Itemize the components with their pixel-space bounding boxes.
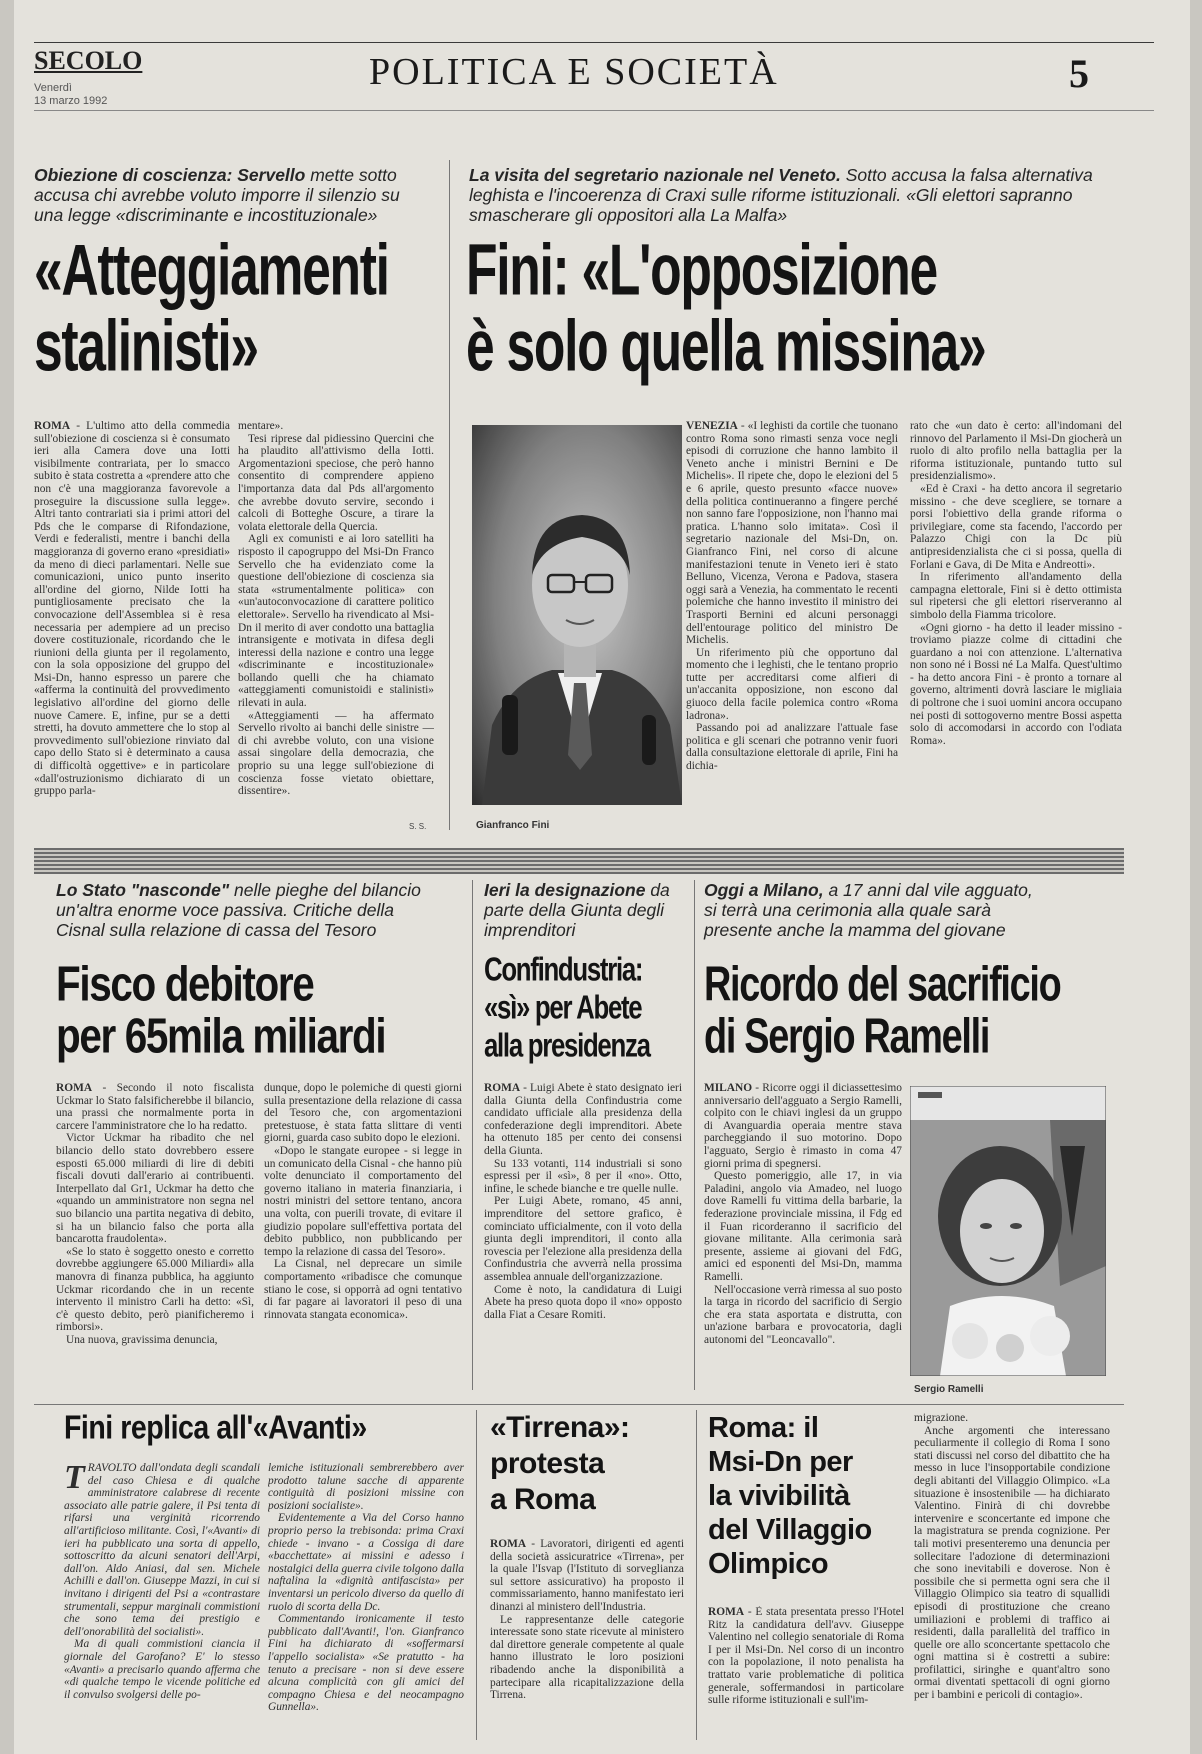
paragraph: rato che «un dato è certo: all'indomani del rinnovo del Parlamento il Msi-Dn giocherà un ruolo di alto profilo nella battaglia per la riforma istituzionale, puntando tutto sul presidenzialismo».	[910, 420, 1122, 483]
dateline: ROMA	[56, 1082, 93, 1094]
masthead-paper-name: SECOLO	[34, 46, 143, 75]
page-number: 5	[1069, 51, 1089, 96]
column-rule	[476, 1410, 477, 1740]
paragraph: Evidentemente a Via del Corso hanno proprio perso la trebisonda: prima Craxi chiede - invano - a Cossiga di dare «bacchettate» ai missini e adesso i nostalgici della guerra civile tolgono dalla naftalina la «dignità antifascista» per inventarsi un pericolo diverso da quello di ruolo di scorta della Dc.	[268, 1512, 464, 1613]
article-confindustria-headline-3: alla presidenza	[484, 1028, 650, 1065]
photo-caption: Gianfranco Fini	[476, 820, 550, 831]
deck-text: nelle pieghe del bilancio un'altra enorme voce passiva. Critiche della Cisnal sulla relazione di cassa del Tesoro	[56, 880, 421, 940]
dateline: ROMA	[708, 1606, 745, 1618]
article-ramelli-deck	[704, 880, 1044, 940]
paragraph: - L'ultimo atto della commedia sull'obiezione di coscienza si è consumato ieri alla Camera dove una Iotti visibilmente contrariata, per lo smacco subito è stata costretta a «prendere atto che non c'è una maggioranza favorevole a proseguire la discussione sulla legge». Altri tanto contrariati sia i primi attori del Pds che le comparse di Rifondazione, Verdi e federalisti, mentre i banchi della maggioranza di governo erano «presidiati» da meno di dieci parlamentari. Nelle sue comunicazioni, unico punto inserito all'ordine del giorno, Nilde Iotti ha puntigliosamente precisato che la convocazione dell'Assemblea si è resa necessaria per adempiere ad un preciso dovere costituzionale, ricordando che le riunioni della giunta per il regolamento, con la sola opposizione del gruppo del Msi-Dn, hanno espresso un parere che «afferma la continuità del provvedimento legislativo all'ordine del giorno delle nuove Camere. E, infine, pur se a detti stretti, ha dovuto ammettere che lo stop al provvedimento sull'obiezione rinviato dal capo dello Stato si è determinato a causa di difficoltà oggettive» e in particolare «dall'ostruzionismo dichiarato di un gruppo parla-	[34, 420, 230, 798]
article-avanti-headline: Fini replica all'«Avanti»	[64, 1410, 367, 1447]
article-villaggio-headline-3: la vivibilità	[708, 1480, 850, 1512]
article-stalinisti-headline-1: «Atteggiamenti	[34, 229, 389, 310]
article-confindustria-headline-1: Confindustria:	[484, 952, 643, 989]
paragraph: Una nuova, gravissima denuncia,	[66, 1333, 218, 1346]
dateline: ROMA	[484, 1082, 521, 1094]
photo-sergio-ramelli	[910, 1086, 1106, 1376]
paragraph: Su 133 votanti, 114 industriali si sono espressi per il «sì», 8 per il «no». Otto, infine, le schede bianche e tre quelle nulle.	[484, 1157, 682, 1195]
article-villaggio-headline-1: Roma: il	[708, 1412, 819, 1444]
paragraph: Come è noto, la candidatura di Luigi Abete ha preso quota dopo il «no» opposto dalla Fiat a Cesare Romiti.	[484, 1283, 682, 1321]
article-confindustria-deck	[484, 880, 684, 940]
drop-cap: T	[64, 1462, 85, 1496]
paragraph: Commentando ironicamente il testo pubblicato dall'Avanti!, l'on. Gianfranco Fini ha dichiarato di «soffermarsi l'appello socialista» «Se pratutto - ha tenuto a precisare - non si deve essere alcuna complicità con gli amici del compagno Chiesa e del neocampagno Gunnella».	[268, 1613, 464, 1714]
paragraph: «Dopo le stangate europee - si legge in un comunicato della Cisnal - che hanno più volte denunciato il comportamento del governo italiano in materia finanziaria, i nostri ministri del settore tentano, ancora una volta, con puerili trovate, di evitare il giudizio popolare sull'effettiva portata del debito pubblico, non pubblicando per tempo la relazione di cassa del Tesoro».	[264, 1144, 462, 1258]
deck-text: a 17 anni dal vile agguato, si terrà una cerimonia alla quale sarà presente anche la mamma del giovane	[704, 880, 1033, 940]
article-fini-deck	[469, 165, 1129, 225]
paragraph: lemiche istituzionali sembrerebbero aver prodotto talune sacche di apparente contiguità di posizioni missine con posizioni socialiste».	[268, 1462, 464, 1512]
article-tirrena-col1	[490, 1538, 684, 1744]
dateline: ROMA	[490, 1538, 527, 1550]
paragraph: Victor Uckmar ha ribadito che nel bilancio dello stato dovrebbero essere esposti 65.000 miliardi di lire di debiti fiscali dovuti dall'erario ai contribuenti. Interpellato dal Gr1, Uckmar ha detto che «quando un amministratore non segna nel suo bilancio una partita negativa di debito, si ha un bilancio falso che porta alla bancarotta fraudolenta».	[56, 1132, 254, 1246]
article-avanti-col1	[64, 1462, 260, 1744]
paragraph: Tesi riprese dal pidiessino Quercini che ha plaudito all'attivismo della Iotti. Argomentazioni speciose, che però hanno consentito di comprendere appieno l'importanza data dal Pds all'argomento che avrebbe dovuto servire, secondo i calcoli di Botteghe Oscure, a tirare la volata elettorale della Quercia.	[238, 432, 434, 533]
paragraph: Per Luigi Abete, romano, 45 anni, imprenditore del settore grafico, è cominciato ufficialmente, con il voto della giunta degli imprenditori, il conto alla rovescia per l'elezione alla presidenza della Confindustria che avverrà nella prossima assemblea annuale dell'organizzazione.	[484, 1195, 682, 1283]
section-divider	[34, 848, 1124, 874]
article-fisco-col1	[56, 1082, 254, 1392]
article-stalinisti-deck	[34, 165, 414, 225]
article-avanti-col2	[268, 1462, 464, 1744]
column-rule	[449, 160, 450, 830]
deck-lead: Lo Stato "nasconde"	[56, 880, 230, 900]
paragraph: - Ricorre oggi il diciassettesimo anniversario dell'agguato a Sergio Ramelli, colpito con le chiavi inglesi da un gruppo di Avanguardia operaia mentre stava parcheggiando il suo motorino. Dopo l'agguato, Sergio è rimasto in coma 47 giorni prima di spegnersi.	[704, 1082, 902, 1170]
masthead-day: Venerdì	[34, 82, 72, 94]
article-villaggio-col1	[708, 1606, 904, 1744]
paragraph: «Se lo stato è soggetto onesto e corretto dovrebbe aggiungere 65.000 Miliardi» alla manovra di finanza pubblica, ha aggiunto Uckmar ricordando che in un recente intervento il ministro Carli ha detto: «Sì, c'è questo debito, però pianificheremo i rimborsi».	[56, 1245, 254, 1334]
section-title: POLITICA E SOCIETÀ	[369, 51, 779, 93]
article-stalinisti-col2	[238, 420, 434, 830]
paragraph: Anche argomenti che interessano peculiarmente il collegio di Roma I sono stati discussi nel corso del dibattito che ha messo in luce l'insopportabile condizione degli abitanti del Villaggio Olimpico. «La situazione è insostenibile — ha dichiarato Valentino. Finirà di chi dovrebbe intervenire e sconcertante ed impone che la magistratura se prenda cognizione. Per tali motivi presenteremo una denuncia per sollecitare l'adozione di determinazioni che sono inevitabili e doverose. Non è possibile che si permetta ogni sera che il Villaggio Olimpico sia teatro di squallidi episodi di prostituzione che creano umiliazioni e problemi di traffico ai residenti, dalla parallelità del traffico in quelle ore allo sconcertante spettacolo che ogni mattina si è costretti a subire: profilattici, siringhe e quant'altro sono ormai diventati spettacoli di ogni giorno per i bambini e pericoli di contagio».	[914, 1424, 1110, 1702]
photo-gianfranco-fini	[472, 425, 682, 805]
article-confindustria-headline-2: «sì» per Abete	[484, 990, 642, 1027]
dateline: MILANO	[704, 1082, 753, 1094]
paragraph: - Secondo il noto fiscalista Uckmar lo Stato falsificherebbe il bilancio, una prassi che normalmente porta in carcere l'amministratore che lo ha redatto.	[56, 1082, 254, 1132]
article-fisco-deck	[56, 880, 436, 940]
article-fini-col2	[910, 420, 1122, 830]
article-villaggio-headline-5: Olimpico	[708, 1548, 829, 1580]
paragraph: RAVOLTO dall'ondata degli scandali del caso Chiesa e di qualche amministratore calabrese di recente associato alle patrie galere, il Psi tenta di rifarsi una verginità ricorrendo all'artificioso militante. Così, l'«Avanti» di ieri ha pubblicato una sorta di appello, sottoscritto da alcuni senatori dell'Arpi, dall'on. Aldo Aniasi, dal sen. Michele Achilli e dall'on. Giuseppe Mazzi, in cui si invitano i dirigenti del Psi a «contrastare strumentali, seppur marginali commistioni che sono tema dei prestigio e dell'onorabilità del socialisti».	[64, 1462, 260, 1638]
article-villaggio-headline-2: Msi-Dn per	[708, 1446, 853, 1478]
paragraph: dunque, dopo le polemiche di questi giorni sulla presentazione della relazione di cassa del Tesoro che, con argomentazioni pretestuose, è stata fatta slittare di venti giorni, guarda caso subito dopo le elezioni.	[264, 1082, 462, 1145]
article-villaggio-col2	[914, 1412, 1110, 1744]
article-fini-col1	[686, 420, 898, 830]
deck-text: da parte della Giunta degli imprenditori	[484, 880, 670, 940]
paragraph: In riferimento all'andamento della campagna elettorale, Fini si è detto ottimista sul ripetersi che gli elettori riserveranno al simbolo della Fiamma tricolore.	[910, 571, 1122, 621]
masthead-rule-top	[34, 42, 1154, 43]
article-ramelli-headline-1: Ricordo del sacrificio	[704, 956, 1061, 1012]
paragraph: Agli ex comunisti e ai loro satelliti ha risposto il capogruppo del Msi-Dn Franco Servello che ha evidenziato come la questione dell'obiezione di coscienza sia stata «strumentalmente politica» con «un'autoconvocazione di carattere politico elettorale». Servello ha rivendicato al Msi-Dn il merito di aver condotto una battaglia intransigente e motivata in difesa degli interessi della nazione e contro una legge «discriminante e incostituzionale» bollando quelli che ha chiamato «atteggiamenti comunistoidi e stalinisti» rilevati in aula.	[238, 533, 434, 710]
article-villaggio-headline-4: del Villaggio	[708, 1514, 872, 1546]
paragraph: - Luigi Abete è stato designato ieri dalla Giunta della Confindustria come candidato ufficiale alla presidenza della confederazione degli imprenditori. Abete ha ottenuto 185 per cento dei consensi della Giunta.	[484, 1082, 682, 1157]
photo-caption: Sergio Ramelli	[914, 1384, 984, 1395]
deck-lead: Obiezione di coscienza: Servello	[34, 165, 306, 185]
paragraph: migrazione.	[914, 1412, 969, 1424]
paragraph: Nell'occasione verrà rimessa al suo posto la targa in ricordo del sacrificio di Sergio che era stata asportata e distrutta, con un'azione barbara e provocatoria, dagli autonomi del "Leoncavallo".	[704, 1283, 902, 1346]
column-rule	[694, 880, 695, 1390]
column-rule	[696, 1410, 697, 1740]
dateline: VENEZIA	[686, 420, 738, 432]
deck-lead: Ieri la designazione	[484, 880, 646, 900]
article-fini-headline-1: Fini: «L'opposizione	[466, 229, 937, 310]
paragraph: - È stata presentata presso l'Hotel Ritz la candidatura dell'avv. Giuseppe Valentino nel collegio senatoriale di Roma I per il Msi-Dn. Nel corso di un incontro con la popolazione, il noto penalista ha trattato varie problematiche di politica generale, soffermandosi in particolare sulle riforme istituzionali e sull'im-	[708, 1606, 904, 1707]
article-tirrena-headline-1: «Tirrena»:	[490, 1411, 630, 1444]
article-ramelli-headline-2: di Sergio Ramelli	[704, 1008, 990, 1064]
article-fisco-col2	[264, 1082, 462, 1392]
article-confindustria-col1	[484, 1082, 682, 1392]
article-stalinisti-col1	[34, 420, 230, 830]
article-fisco-headline-1: Fisco debitore	[56, 956, 314, 1012]
author-signature: S. S.	[409, 822, 427, 831]
dateline: ROMA	[34, 420, 71, 432]
section-rule	[34, 1404, 1124, 1405]
paragraph: Ma di quali commistioni ciancia il giornale del Garofano? E' lo stesso «Avanti» a precisarlo quando afferma che «di qualche tempo le vicende politiche ed il convulso svolgersi delle po-	[64, 1638, 260, 1701]
deck-lead: Oggi a Milano,	[704, 880, 824, 900]
column-rule	[472, 880, 473, 1390]
paragraph: Le rappresentanze delle categorie interessate sono state ricevute al ministero dal direttore generale competente al quale hanno illustrato le loro posizioni ribadendo anche la disponibilità a partecipare alla ricapitalizzazione della Tirrena.	[490, 1613, 684, 1702]
article-ramelli-col1	[704, 1082, 902, 1392]
portrait-photo	[910, 1086, 1106, 1376]
paragraph: «Atteggiamenti — ha affermato Servello rivolto ai banchi delle sinistre — di chi avrebbe voluto, con una visione assai singolare della democrazia, che proprio su una legge sull'obiezione di coscienza fosse vietato obiettare, dissentire».	[238, 709, 434, 798]
paragraph: Un riferimento più che opportuno dal momento che i leghisti, che le tentano proprio tutte per accreditarsi come alfieri di un'accanita opposizione, non escono dal giuoco della facile polemica contro «Roma ladrona».	[686, 646, 898, 722]
paragraph: - Lavoratori, dirigenti ed agenti della società assicuratrice «Tirrena», per la quale l'Isvap (l'Istituto di sorveglianza sul settore assicurativo) ha proposto il commissariamento, hanno manifestato ieri dinanzi al ministero dell'Industria.	[490, 1538, 684, 1613]
paragraph: Passando poi ad analizzare l'attuale fase politica e gli scenari che potranno venir fuori dalla consultazione elettorale di aprile, Fini ha dichia-	[686, 722, 898, 773]
portrait-photo	[472, 425, 682, 805]
masthead-date: 13 marzo 1992	[34, 95, 108, 107]
deck-text: Sotto accusa la falsa alternativa leghista e l'incoerenza di Craxi sulle riforme istituzionali. «Gli elettori sapranno smascherare gli oppositori alla La Malfa»	[469, 165, 1093, 225]
article-fini-headline-2: è solo quella missina»	[466, 305, 986, 386]
article-stalinisti-headline-2: stalinisti»	[34, 305, 258, 386]
paragraph: «Ogni giorno - ha detto il leader missino - troviamo piazze colme di cittadini che guardano a noi con attenzione. L'alternativa non sono né i Bossi né La Malfa. Quest'ultimo - ha detto ancora Fini - è pronto a tornare al governo, altrimenti dovrà lasciare le migliaia di poltrone che i suoi uomini ancora occupano nei posti di sottogoverno mentre Bossi aspetta solo di accomodarsi in accordo con l'odiata Roma».	[910, 621, 1122, 747]
paragraph: - «I leghisti da cortile che tuonano contro Roma sono rimasti senza voce negli episodi di corruzione che hanno lambito il Veneto anche i ministri Bernini e De Michelis». Il ripete che, dopo le elezioni del 5 e 6 aprile, questo presunto «facce nuove» della politica continueranno a fingere perché non sanno fare l'opposizione, non l'hanno mai pratica. L'hanno solo imitata». Così il segretario nazionale del Msi-Dn, on. Gianfranco Fini, nel corso di alcune manifestazioni tenute in Veneto ieri è stato Belluno, Vicenza, Verona e Padova, stasera oggi sarà a Venezia, ha commentato le recenti polemiche che hanno investito il ministro dei Trasporti Bernini ed alcuni personaggi dell'entourage politico del ministro De Michelis.	[686, 420, 898, 647]
newspaper-page	[14, 0, 1190, 1754]
article-fisco-headline-2: per 65mila miliardi	[56, 1008, 386, 1064]
paragraph: mentare».	[238, 420, 284, 432]
article-tirrena-headline-2: protesta	[490, 1447, 605, 1480]
paragraph: La Cisnal, nel deprecare un simile comportamento «ribadisce che comunque stiano le cose, si opporrà ad ogni tentativo di far pagare ai lavoratori il peso di una rinnovata stangata economica».	[264, 1258, 462, 1321]
paragraph: Questo pomeriggio, alle 17, in via Paladini, angolo via Amadeo, nel luogo dove Ramelli fu vittima della barbarie, la federazione provinciale missina, il Fdg ed il Fuan ricorderanno il sacrificio del giovane militante. Alla cerimonia sarà presente, assieme ai giovani del FdG, amici ed esponenti del Msi-Dn, mamma Ramelli.	[704, 1170, 902, 1283]
deck-text: mette sotto accusa chi avrebbe voluto imporre il silenzio su una legge «discriminante e incostituzionale»	[34, 165, 400, 225]
deck-lead: La visita del segretario nazionale nel Veneto.	[469, 165, 841, 185]
masthead-rule-bottom	[34, 110, 1154, 111]
paragraph: «Ed è Craxi - ha detto ancora il segretario missino - che deve scegliere, se tornare a porsi l'obiettivo della grande riforma o privilegiare, come sta facendo, l'accordo per Palazzo Chigi con la Dc più antipresidenzialista che ci si possa, quella di Forlani e Gava, di De Mita e Andreotti».	[910, 482, 1122, 571]
article-tirrena-headline-3: a Roma	[490, 1483, 596, 1516]
